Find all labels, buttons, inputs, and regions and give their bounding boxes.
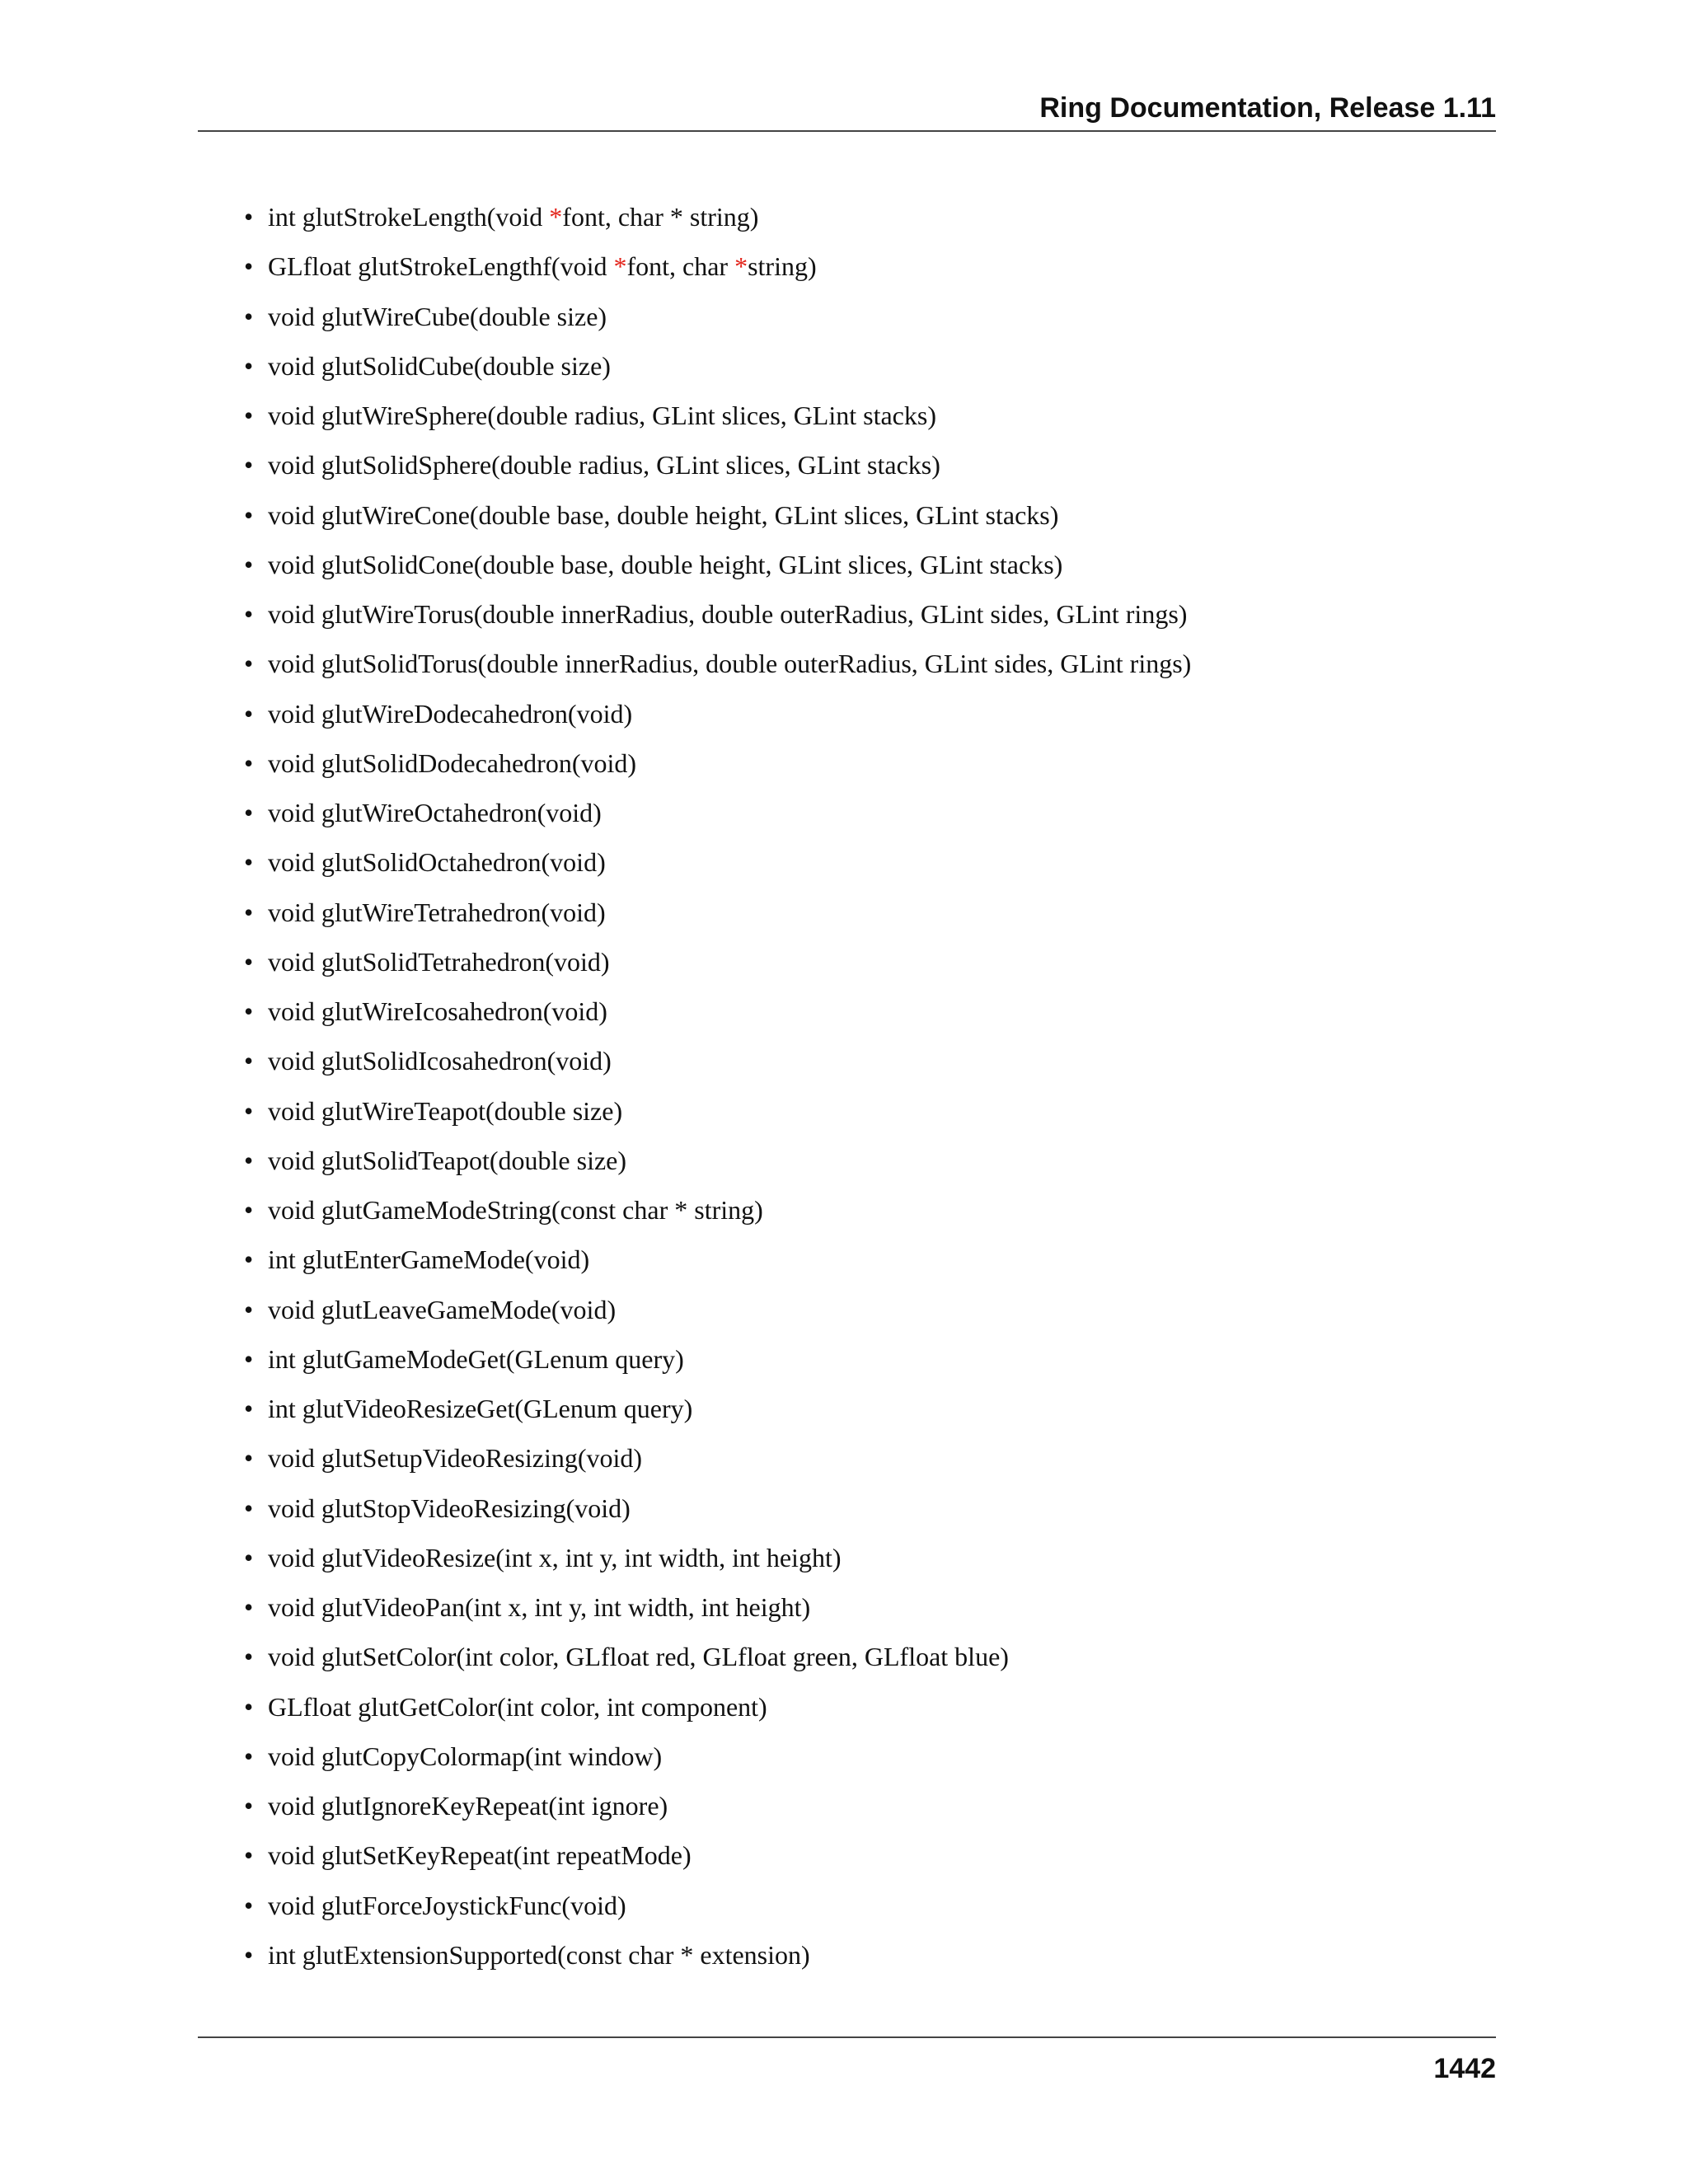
function-signature — [268, 1543, 841, 1572]
signature-text: void glutSetColor(int color, GLfloat red, GLfloat green, GLfloat blue) — [268, 1642, 1009, 1672]
bullet-icon: • — [244, 946, 254, 977]
signature-text: void glutSolidCone(double base, double height, GLint slices, GLint stacks) — [268, 549, 1063, 579]
function-signature — [268, 202, 758, 232]
signature-text: GLfloat glutGetColor(int color, int component) — [268, 1691, 767, 1722]
bullet-icon: • — [244, 1145, 254, 1175]
function-signature — [268, 1692, 767, 1722]
function-signature — [268, 1891, 626, 1920]
signature-text: void glutSolidTeapot(double size) — [268, 1145, 627, 1175]
signature-text: void glutSolidCube(double size) — [268, 350, 611, 381]
function-signature — [268, 1046, 612, 1076]
bullet-icon: • — [244, 599, 254, 629]
signature-text: int glutExtensionSupported(const char * extension) — [268, 1939, 810, 1970]
pointer-asterisk: * — [549, 202, 563, 232]
signature-text: void glutWireOctahedron(void) — [268, 798, 602, 827]
signature-text: font, char — [626, 251, 735, 282]
signature-text: int glutVideoResizeGet(GLenum query) — [268, 1394, 693, 1423]
signature-text: void glutSolidIcosahedron(void) — [268, 1046, 612, 1076]
function-signature — [268, 401, 936, 430]
list-item — [244, 696, 1496, 745]
signature-text: void glutIgnoreKeyRepeat(int ignore) — [268, 1791, 668, 1821]
bullet-icon: • — [244, 1890, 254, 1920]
list-item — [244, 348, 1496, 397]
list-item — [244, 645, 1496, 695]
bullet-icon: • — [244, 748, 254, 778]
bullet-icon: • — [244, 1691, 254, 1722]
list-item — [244, 397, 1496, 447]
page-header — [198, 82, 1496, 132]
signature-text: void glutWireIcosahedron(void) — [268, 996, 607, 1026]
list-item — [244, 298, 1496, 348]
bullet-icon: • — [244, 1394, 254, 1423]
bullet-icon: • — [244, 1542, 254, 1572]
bullet-icon: • — [244, 251, 254, 282]
signature-text: void glutWireCone(double base, double height, GLint slices, GLint stacks) — [268, 499, 1059, 530]
list-item — [244, 745, 1496, 794]
list-item — [244, 1937, 1496, 1986]
bullet-icon: • — [244, 1294, 254, 1324]
bullet-icon: • — [244, 1046, 254, 1076]
signature-text: int glutGameModeGet(GLenum query) — [268, 1343, 684, 1374]
signature-text: void glutGameModeString(const char * string) — [268, 1195, 763, 1225]
bullet-icon: • — [244, 202, 254, 232]
function-signature — [268, 450, 940, 480]
function-signature — [268, 500, 1058, 530]
bullet-icon: • — [244, 1840, 254, 1871]
signature-text: void glutWireTetrahedron(void) — [268, 897, 606, 927]
signature-text: void glutSolidDodecahedron(void) — [268, 748, 637, 778]
list-item — [244, 894, 1496, 944]
list-item — [244, 1093, 1496, 1142]
document-title: Ring Documentation, Release 1.11 — [1039, 92, 1496, 124]
signature-text: void glutWireTorus(double innerRadius, double outerRadius, GLint sides, GLint rings) — [268, 599, 1188, 629]
signature-text: void glutSetupVideoResizing(void) — [268, 1443, 643, 1474]
bullet-icon: • — [244, 1244, 254, 1275]
function-signature — [268, 1096, 622, 1126]
list-item — [244, 596, 1496, 645]
signature-text: int glutEnterGameMode(void) — [268, 1244, 590, 1275]
function-signature — [268, 1940, 810, 1970]
pointer-asterisk: * — [613, 251, 627, 282]
function-signature — [268, 1244, 589, 1274]
list-item — [244, 1689, 1496, 1738]
signature-text: void glutVideoResize(int x, int y, int width, int height) — [268, 1542, 842, 1572]
list-item — [244, 1192, 1496, 1241]
api-function-list — [244, 199, 1496, 1986]
bullet-icon: • — [244, 401, 254, 430]
list-item — [244, 497, 1496, 546]
bullet-icon: • — [244, 1791, 254, 1821]
function-signature — [268, 251, 817, 281]
function-signature — [268, 947, 610, 977]
function-signature — [268, 1592, 810, 1622]
bullet-icon: • — [244, 1592, 254, 1622]
function-signature — [268, 1443, 642, 1473]
function-signature — [268, 1344, 684, 1374]
bullet-icon: • — [244, 1741, 254, 1771]
list-item — [244, 447, 1496, 496]
function-signature — [268, 798, 602, 827]
function-signature — [268, 302, 607, 331]
signature-text: void glutWireCube(double size) — [268, 301, 607, 331]
signature-text: void glutStopVideoResizing(void) — [268, 1493, 631, 1523]
bullet-icon: • — [244, 1493, 254, 1523]
page-number: 1442 — [1433, 2053, 1496, 2084]
list-item — [244, 944, 1496, 993]
signature-text: void glutWireSphere(double radius, GLint slices, GLint stacks) — [268, 401, 936, 430]
bullet-icon: • — [244, 1195, 254, 1225]
bullet-icon: • — [244, 649, 254, 679]
signature-text: void glutLeaveGameMode(void) — [268, 1294, 617, 1324]
signature-text: string) — [748, 251, 817, 282]
signature-text: font, char * string) — [562, 202, 759, 232]
signature-text: GLfloat glutStrokeLengthf(void — [268, 251, 614, 282]
signature-text: void glutCopyColormap(int window) — [268, 1741, 663, 1771]
bullet-icon: • — [244, 798, 254, 827]
function-signature — [268, 748, 636, 778]
bullet-icon: • — [244, 301, 254, 331]
function-signature — [268, 351, 611, 381]
signature-text: void glutForceJoystickFunc(void) — [268, 1890, 626, 1920]
list-item — [244, 199, 1496, 248]
bullet-icon: • — [244, 847, 254, 878]
bullet-icon: • — [244, 499, 254, 530]
bullet-icon: • — [244, 1343, 254, 1374]
signature-text: void glutWireTeapot(double size) — [268, 1095, 623, 1126]
function-signature — [268, 1840, 692, 1870]
list-item — [244, 1390, 1496, 1440]
list-item — [244, 248, 1496, 298]
list-item — [244, 1043, 1496, 1092]
signature-text: void glutSolidTorus(double innerRadius, double outerRadius, GLint sides, GLint rings) — [268, 649, 1192, 679]
bullet-icon: • — [244, 996, 254, 1026]
function-signature — [268, 1791, 668, 1821]
list-item — [244, 1589, 1496, 1638]
bullet-icon: • — [244, 549, 254, 579]
bullet-icon: • — [244, 1443, 254, 1474]
list-item — [244, 1142, 1496, 1192]
function-signature — [268, 699, 632, 729]
function-signature — [268, 1741, 662, 1771]
signature-text: void glutSolidTetrahedron(void) — [268, 946, 610, 977]
list-item — [244, 1291, 1496, 1341]
signature-text: void glutWireDodecahedron(void) — [268, 698, 633, 729]
list-item — [244, 1490, 1496, 1540]
list-item — [244, 1440, 1496, 1489]
signature-text: void glutVideoPan(int x, int y, int width, int height) — [268, 1592, 811, 1622]
signature-text: void glutSetKeyRepeat(int repeatMode) — [268, 1840, 692, 1871]
signature-text: void glutSolidSphere(double radius, GLint slices, GLint stacks) — [268, 450, 940, 480]
list-item — [244, 1887, 1496, 1937]
function-signature — [268, 1295, 616, 1324]
function-signature — [268, 1493, 631, 1523]
bullet-icon: • — [244, 897, 254, 927]
bullet-icon: • — [244, 698, 254, 729]
signature-text: int glutStrokeLength(void — [268, 202, 550, 232]
function-signature — [268, 599, 1187, 629]
pointer-asterisk: * — [734, 251, 748, 282]
bullet-icon: • — [244, 450, 254, 480]
list-item — [244, 1788, 1496, 1837]
list-item — [244, 1341, 1496, 1390]
list-item — [244, 1738, 1496, 1788]
function-signature — [268, 1195, 763, 1225]
list-item — [244, 844, 1496, 893]
list-item — [244, 1241, 1496, 1291]
signature-text: void glutSolidOctahedron(void) — [268, 847, 606, 878]
list-item — [244, 1540, 1496, 1589]
bullet-icon: • — [244, 350, 254, 381]
function-signature — [268, 550, 1062, 579]
bullet-icon: • — [244, 1642, 254, 1672]
list-item — [244, 1837, 1496, 1886]
bullet-icon: • — [244, 1095, 254, 1126]
list-item — [244, 993, 1496, 1043]
function-signature — [268, 996, 607, 1026]
list-item — [244, 546, 1496, 596]
page-footer — [198, 2036, 1496, 2084]
list-item — [244, 794, 1496, 844]
function-signature — [268, 847, 606, 877]
function-signature — [268, 649, 1191, 678]
function-signature — [268, 1146, 626, 1175]
function-signature — [268, 898, 606, 927]
function-signature — [268, 1394, 692, 1423]
function-signature — [268, 1642, 1009, 1671]
bullet-icon: • — [244, 1939, 254, 1970]
list-item — [244, 1638, 1496, 1688]
